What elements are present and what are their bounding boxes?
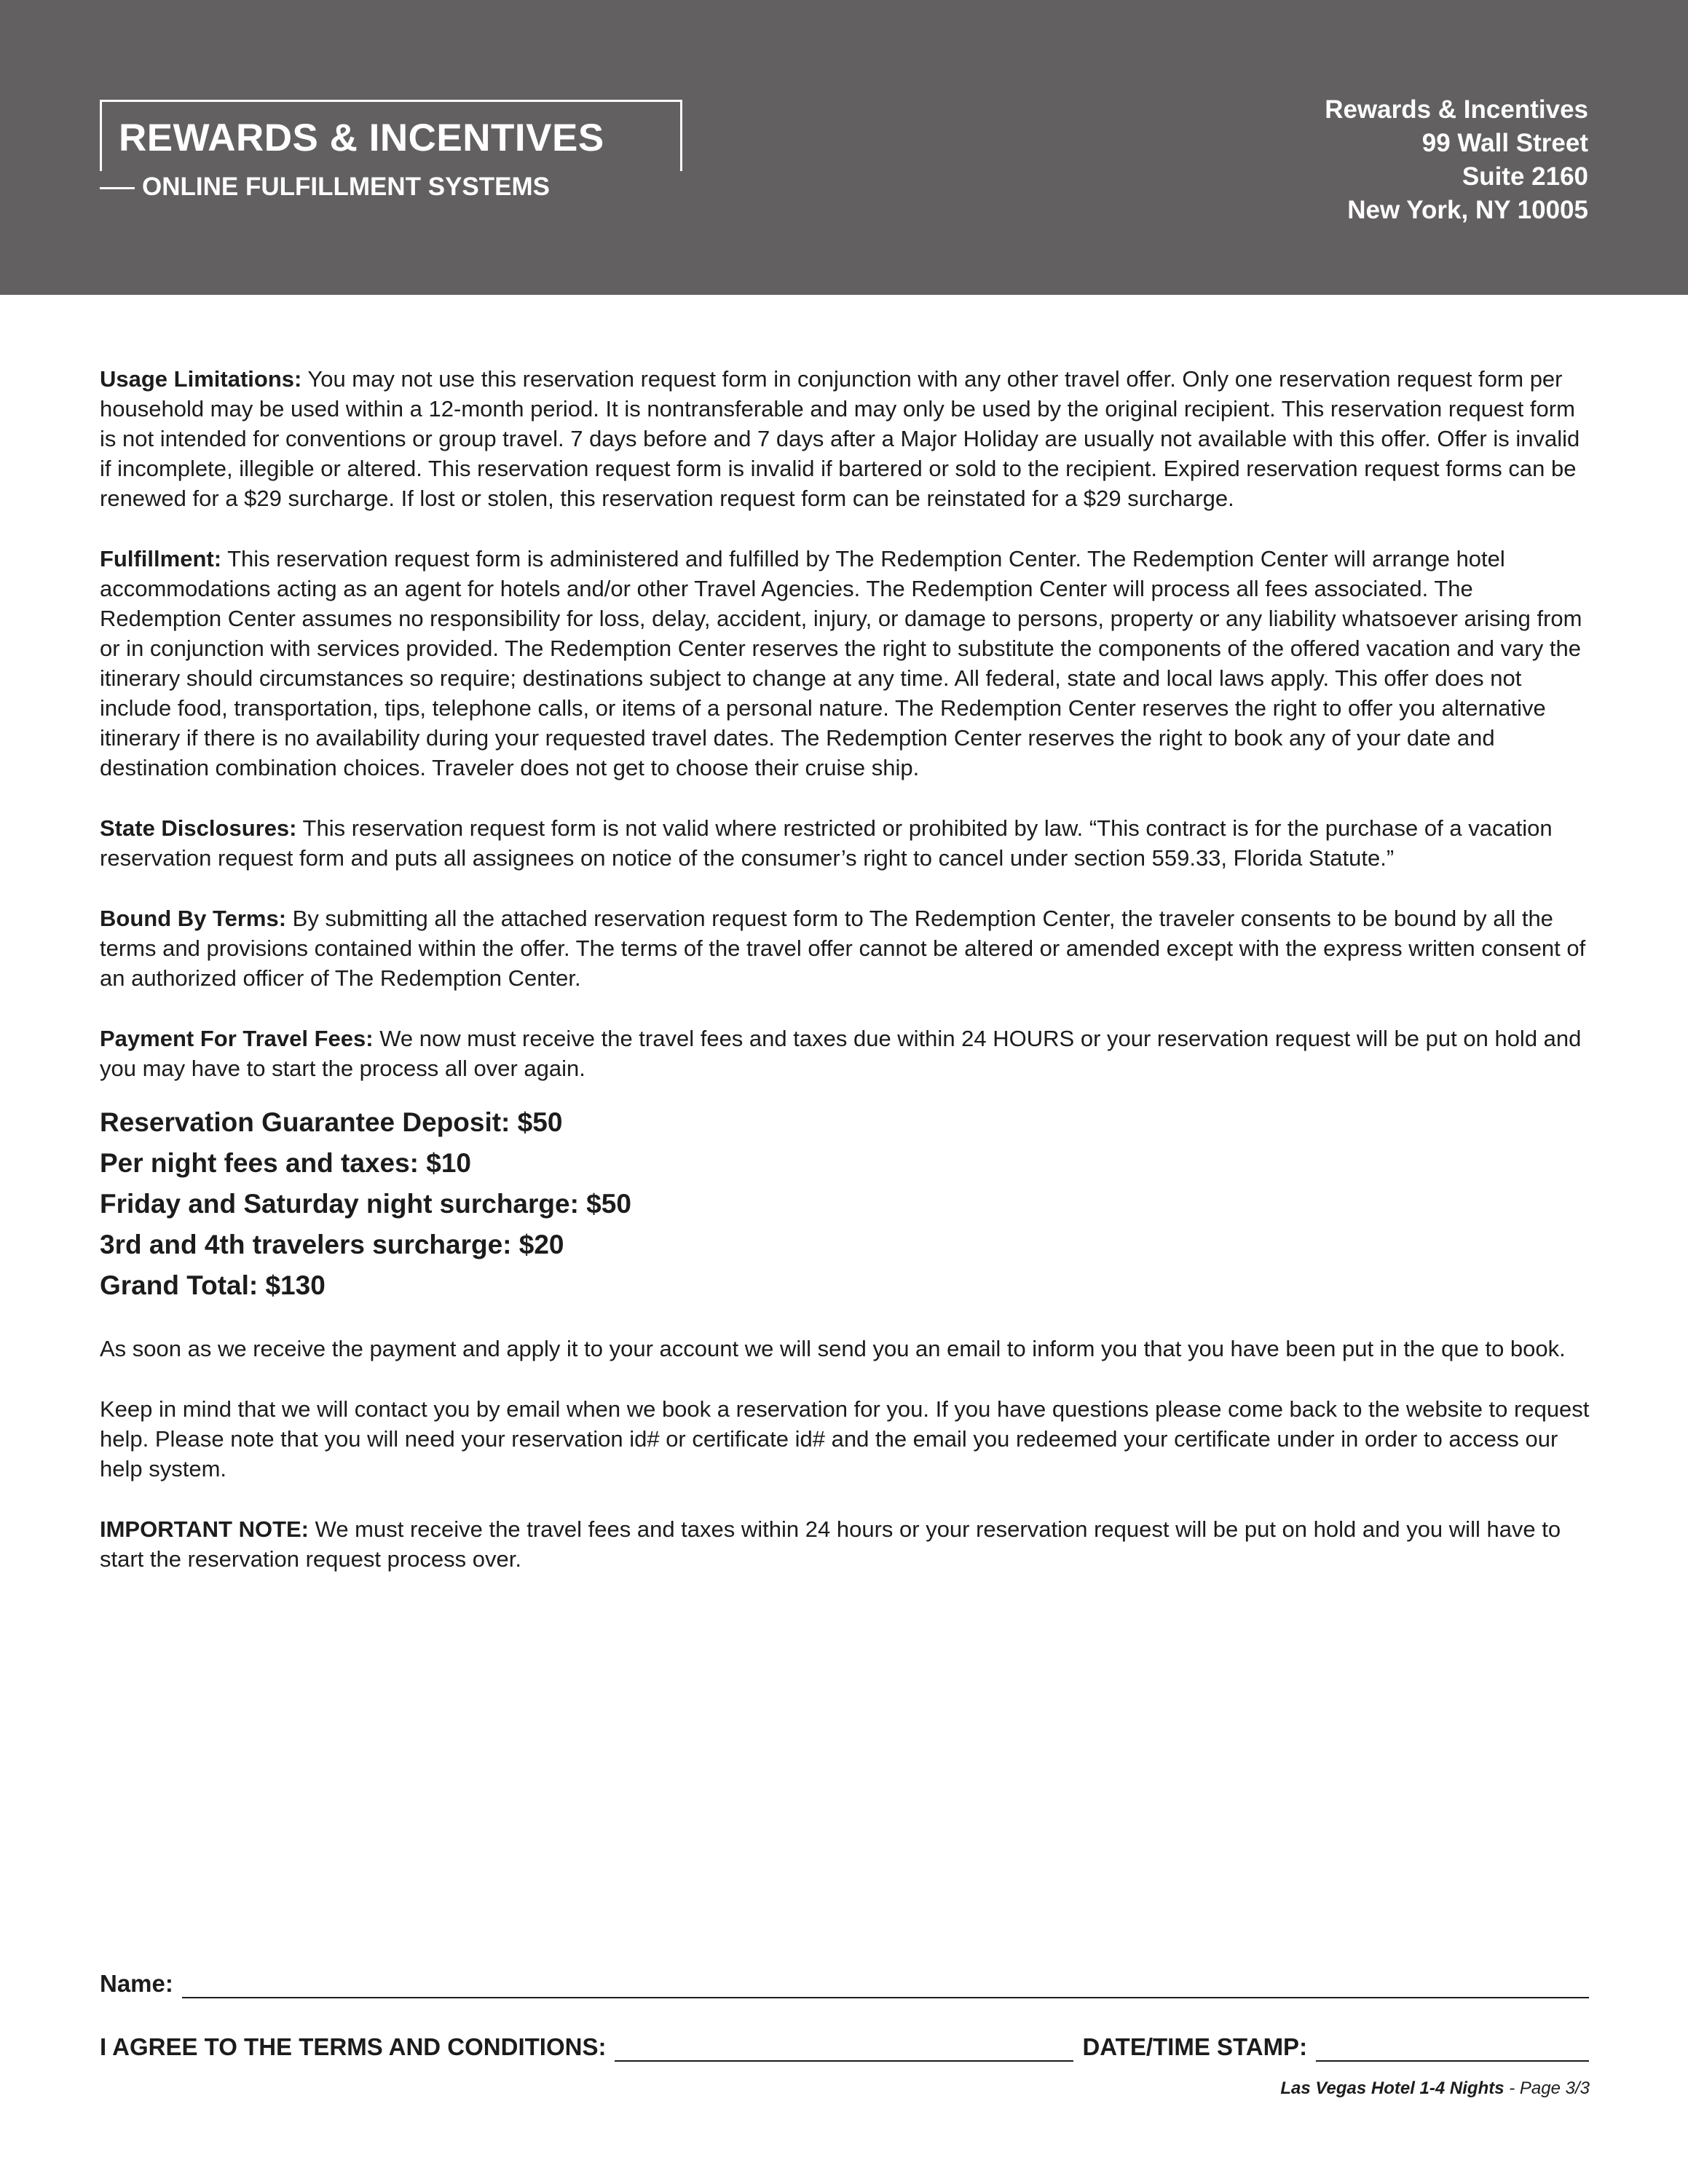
page-footer xyxy=(1280,2078,1590,2099)
company-address xyxy=(1325,93,1588,227)
agree-signature-field[interactable] xyxy=(615,2038,1073,2062)
name-field[interactable] xyxy=(182,1975,1589,1998)
fee-extra-travelers: 3rd and 4th travelers surcharge: $20 xyxy=(100,1230,564,1259)
fulfillment-label: Fulfillment: xyxy=(100,546,222,571)
name-label: Name: xyxy=(100,1970,173,1997)
fee-weekend-surcharge: Friday and Saturday night surcharge: $50 xyxy=(100,1189,631,1219)
bound-label: Bound By Terms: xyxy=(100,906,287,931)
state-text: This reservation request form is not valid where restricted or prohibited by law. “This contract is for the purchase of a vacation reservation request form and puts all assignees on notice of the consumer’s right to cancel under section 559.33, Florida Statute.” xyxy=(100,815,1553,871)
bound-by-terms xyxy=(100,903,1593,993)
address-street: 99 Wall Street xyxy=(1421,129,1588,157)
state-label: State Disclosures: xyxy=(100,815,297,841)
usage-text: You may not use this reservation request form in conjunction with any other travel offer. Only one reservation request form per household may be used within a 12-month period. It is nontransferable and may only be used by the original recipient. This reservation request form is not intended for conventions or group travel. 7 days before and 7 days after a Major Holiday are usually not available with this offer. Offer is invalid if incomplete, illegible or altered. This reservation request form is invalid if bartered or sold to the recipient. Expired reservation request forms can be renewed for a $29 surcharge. If lost or stolen, this reservation request form can be reinstated for a $29 surcharge. xyxy=(100,366,1580,511)
footer-title: Las Vegas Hotel 1-4 Nights xyxy=(1280,2078,1504,2098)
payment-for-travel-fees xyxy=(100,1024,1593,1083)
fulfillment xyxy=(100,544,1593,783)
fee-list xyxy=(100,1102,1593,1306)
fee-grand-total: Grand Total: $130 xyxy=(100,1270,326,1300)
address-suite: Suite 2160 xyxy=(1462,162,1588,191)
agree-label: I AGREE TO THE TERMS AND CONDITIONS: xyxy=(100,2033,607,2060)
logo-subtitle: ONLINE FULFILLMENT SYSTEMS xyxy=(135,174,557,199)
fee-per-night: Per night fees and taxes: $10 xyxy=(100,1148,471,1178)
footer-page-number: - Page 3/3 xyxy=(1504,2078,1590,2098)
address-city: New York, NY 10005 xyxy=(1347,196,1588,224)
payment-label: Payment For Travel Fees: xyxy=(100,1026,374,1051)
important-note xyxy=(100,1514,1593,1574)
date-stamp-field[interactable] xyxy=(1316,2038,1589,2062)
date-stamp-label: DATE/TIME STAMP: xyxy=(1082,2033,1308,2060)
terms-content xyxy=(100,364,1593,1605)
bound-text: By submitting all the attached reservation request form to The Redemption Center, the traveler consents to be bound by all the terms and provisions contained within the offer. The terms of the travel offer cannot be altered or amended except with the express written consent of an authorized officer of The Redemption Center. xyxy=(100,906,1586,991)
company-logo xyxy=(100,100,685,201)
page-header xyxy=(0,0,1688,295)
important-text: We must receive the travel fees and taxes within 24 hours or your reservation request will be put on hold and you will have to start the reservation request process over. xyxy=(100,1516,1561,1572)
usage-limitations xyxy=(100,364,1593,513)
agreement-signature-row xyxy=(100,2033,1589,2062)
usage-label: Usage Limitations: xyxy=(100,366,302,392)
payment-text: We now must receive the travel fees and taxes due within 24 HOURS or your reservation request will be put on hold and you may have to start the process all over again. xyxy=(100,1026,1582,1081)
state-disclosures xyxy=(100,813,1593,873)
logo-title: REWARDS & INCENTIVES xyxy=(119,116,604,159)
name-signature-row xyxy=(100,1969,1589,1998)
address-company: Rewards & Incentives xyxy=(1325,95,1588,124)
payment-confirmation-note: As soon as we receive the payment and apply it to your account we will send you an email to inform you that you have been put in the que to book. xyxy=(100,1336,1566,1361)
fulfillment-text: This reservation request form is administered and fulfilled by The Redemption Center. The Redemption Center will arrange hotel accommodations acting as an agent for hotels and/or other Travel Agencies. The Redemption Center will process all fees associated. The Redemption Center assumes no responsibility for loss, delay, accident, injury, or damage to persons, property or any liability whatsoever arising from or in conjunction with services provided. The Redemption Center reserves the right to substitute the components of the offered vacation and vary the itinerary should circumstances so require; destinations subject to change at any time. All federal, state and local laws apply. This offer does not include food, transportation, tips, telephone calls, or items of a personal nature. The Redemption Center reserves the right to offer you alternative itinerary if there is no availability during your requested travel dates. The Redemption Center reserves the right to book any of your date and destination combination choices. Traveler does not get to choose their cruise ship. xyxy=(100,546,1582,780)
fee-deposit: Reservation Guarantee Deposit: $50 xyxy=(100,1107,563,1137)
logo-rule-left xyxy=(100,187,135,189)
important-label: IMPORTANT NOTE: xyxy=(100,1516,309,1542)
contact-note: Keep in mind that we will contact you by email when we book a reservation for you. If you have questions please come back to the website to request help. Please note that you will need your reservation id# or certificate id# and the email you redeemed your certificate under in order to access our help system. xyxy=(100,1396,1590,1481)
